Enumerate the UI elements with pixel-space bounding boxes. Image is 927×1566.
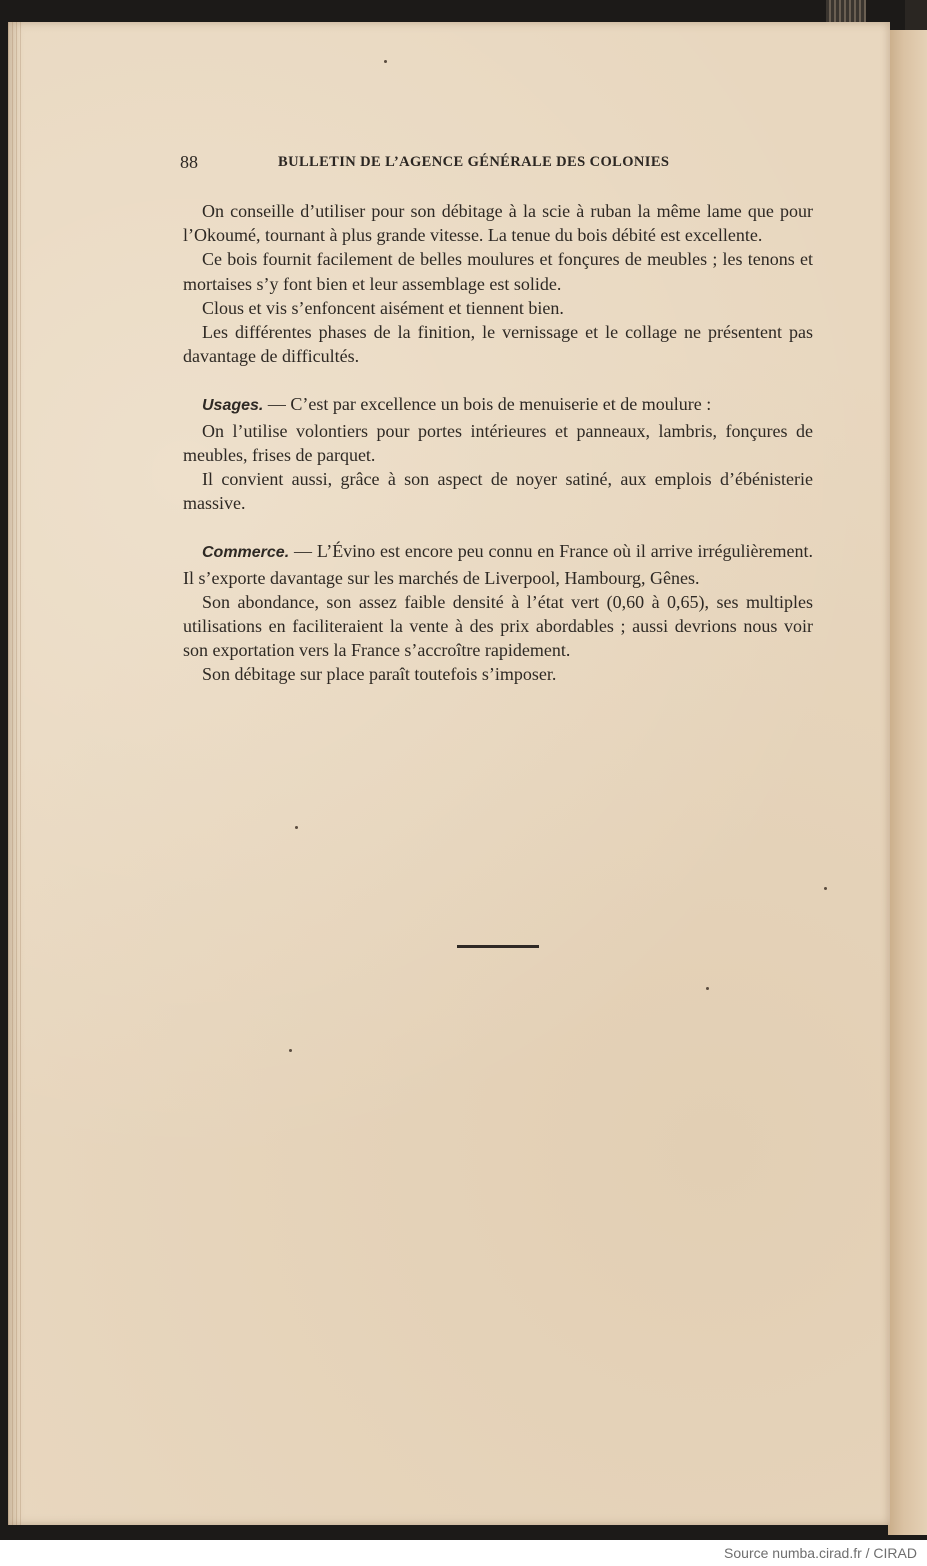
end-rule [457, 945, 539, 948]
commerce-lead-text: — L’Évino est encore peu connu en France où il arrive irrégulièrement. Il s’exporte davantage sur les marchés de Liverpool, Hambourg, Gênes. [183, 541, 813, 588]
page-edge-left [8, 22, 24, 1525]
paragraph: Les différentes phases de la finition, le vernissage et le collage ne présentent pas davantage de difficultés. [183, 322, 813, 367]
paragraph: Ce bois fournit facilement de belles moulures et fonçures de meubles ; les tenons et mortaises s’y font bien et leur assemblage est solide. [183, 249, 813, 294]
usages-heading: Usages. [202, 397, 264, 415]
body-text [183, 199, 813, 687]
paragraph: On l’utilise volontiers pour portes intérieures et panneaux, lambris, fonçures de meubles, frises de parquet. [183, 420, 813, 465]
paper-speck [384, 60, 387, 63]
paragraph: Son abondance, son assez faible densité à l’état vert (0,60 à 0,65), ses multiples utilisations en faciliteraient la vente à des prix abordables ; aussi devrions nous voir son exportation vers la France s’accroître rapidement. [183, 591, 813, 661]
paragraph: On conseille d’utiliser pour son débitage à la scie à ruban la même lame que pour l’Okoumé, tournant à plus grande vitesse. La tenue du bois débité est excellente. [183, 201, 813, 246]
paper-speck [289, 1049, 292, 1052]
page-number: 88 [180, 152, 198, 172]
page-header [180, 152, 810, 174]
source-credit: Source numba.cirad.fr / CIRAD [724, 1545, 917, 1561]
commerce-heading: Commerce. [202, 544, 290, 562]
paper-speck [706, 987, 709, 990]
paper-speck [295, 826, 298, 829]
paper-speck [824, 887, 827, 890]
running-title: BULLETIN DE L’AGENCE GÉNÉRALE DES COLONIES [278, 154, 670, 170]
usages-section-lead [183, 392, 813, 418]
usages-lead-text: — C’est par excellence un bois de menuiserie et de moulure : [263, 394, 712, 415]
paragraph: Son débitage sur place paraît toutefois s’imposer. [202, 664, 557, 685]
commerce-section-lead [183, 539, 813, 589]
paragraph: Il convient aussi, grâce à son aspect de noyer satiné, aux emplois d’ébénisterie massive. [183, 469, 813, 514]
page-edge-right [888, 30, 927, 1535]
paragraph: Clous et vis s’enfoncent aisément et tiennent bien. [202, 297, 564, 318]
